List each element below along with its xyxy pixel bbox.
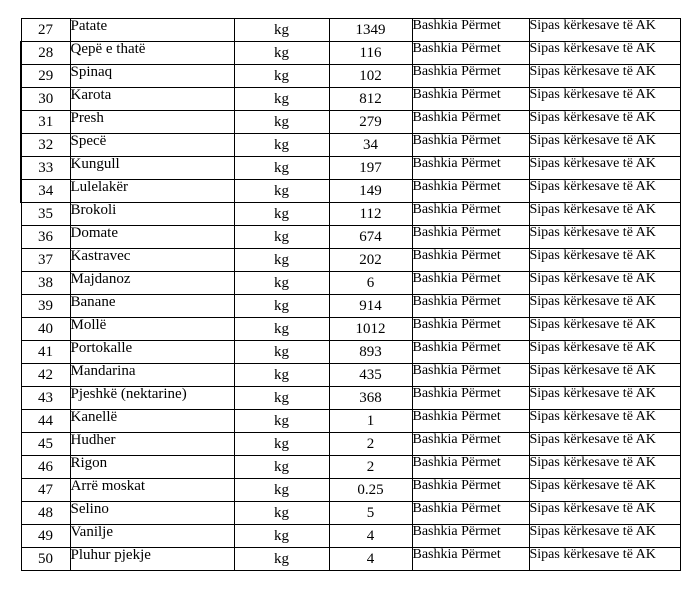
product-name-cell: Pluhur pjekje	[70, 548, 234, 571]
row-number-cell: 38	[21, 272, 70, 295]
institution-cell: Bashkia Përmet	[412, 318, 529, 341]
requirement-cell: Sipas kërkesave të AK	[529, 19, 680, 42]
product-table-body	[21, 19, 680, 571]
requirement-cell: Sipas kërkesave të AK	[529, 318, 680, 341]
quantity-cell: 368	[329, 387, 412, 410]
product-name-cell: Presh	[70, 111, 234, 134]
table-row	[21, 203, 680, 226]
table-row	[21, 410, 680, 433]
institution-cell: Bashkia Përmet	[412, 364, 529, 387]
row-number-cell: 50	[21, 548, 70, 571]
table-row	[21, 226, 680, 249]
quantity-cell: 197	[329, 157, 412, 180]
institution-cell: Bashkia Përmet	[412, 295, 529, 318]
document-table-container	[20, 18, 681, 571]
product-name-cell: Mollë	[70, 318, 234, 341]
product-name-cell: Arrë moskat	[70, 479, 234, 502]
product-name-cell: Karota	[70, 88, 234, 111]
table-row	[21, 295, 680, 318]
unit-cell: kg	[234, 341, 329, 364]
institution-cell: Bashkia Përmet	[412, 134, 529, 157]
row-number-cell: 47	[21, 479, 70, 502]
product-name-cell: Selino	[70, 502, 234, 525]
unit-cell: kg	[234, 295, 329, 318]
row-number-cell: 43	[21, 387, 70, 410]
row-number-cell: 36	[21, 226, 70, 249]
row-number-cell: 46	[21, 456, 70, 479]
row-number-cell: 45	[21, 433, 70, 456]
table-row	[21, 42, 680, 65]
row-number-cell: 35	[21, 203, 70, 226]
institution-cell: Bashkia Përmet	[412, 502, 529, 525]
institution-cell: Bashkia Përmet	[412, 387, 529, 410]
requirement-cell: Sipas kërkesave të AK	[529, 479, 680, 502]
product-name-cell: Mandarina	[70, 364, 234, 387]
unit-cell: kg	[234, 525, 329, 548]
unit-cell: kg	[234, 134, 329, 157]
product-name-cell: Vanilje	[70, 525, 234, 548]
product-name-cell: Brokoli	[70, 203, 234, 226]
quantity-cell: 435	[329, 364, 412, 387]
unit-cell: kg	[234, 226, 329, 249]
product-name-cell: Kanellë	[70, 410, 234, 433]
table-row	[21, 387, 680, 410]
institution-cell: Bashkia Përmet	[412, 65, 529, 88]
requirement-cell: Sipas kërkesave të AK	[529, 341, 680, 364]
table-row	[21, 249, 680, 272]
institution-cell: Bashkia Përmet	[412, 479, 529, 502]
unit-cell: kg	[234, 180, 329, 203]
quantity-cell: 112	[329, 203, 412, 226]
row-number-cell: 42	[21, 364, 70, 387]
quantity-cell: 34	[329, 134, 412, 157]
product-name-cell: Rigon	[70, 456, 234, 479]
row-number-cell: 44	[21, 410, 70, 433]
requirement-cell: Sipas kërkesave të AK	[529, 525, 680, 548]
institution-cell: Bashkia Përmet	[412, 456, 529, 479]
product-name-cell: Specë	[70, 134, 234, 157]
unit-cell: kg	[234, 456, 329, 479]
institution-cell: Bashkia Përmet	[412, 272, 529, 295]
requirement-cell: Sipas kërkesave të AK	[529, 456, 680, 479]
unit-cell: kg	[234, 42, 329, 65]
quantity-cell: 1349	[329, 19, 412, 42]
unit-cell: kg	[234, 364, 329, 387]
quantity-cell: 5	[329, 502, 412, 525]
table-row	[21, 134, 680, 157]
unit-cell: kg	[234, 479, 329, 502]
quantity-cell: 893	[329, 341, 412, 364]
unit-cell: kg	[234, 249, 329, 272]
unit-cell: kg	[234, 502, 329, 525]
product-name-cell: Kungull	[70, 157, 234, 180]
table-row	[21, 157, 680, 180]
quantity-cell: 4	[329, 525, 412, 548]
product-name-cell: Lulelakër	[70, 180, 234, 203]
row-number-cell: 48	[21, 502, 70, 525]
table-row	[21, 341, 680, 364]
unit-cell: kg	[234, 548, 329, 571]
product-name-cell: Qepë e thatë	[70, 42, 234, 65]
requirement-cell: Sipas kërkesave të AK	[529, 42, 680, 65]
row-number-cell: 28	[21, 42, 70, 65]
table-row	[21, 65, 680, 88]
requirement-cell: Sipas kërkesave të AK	[529, 203, 680, 226]
requirement-cell: Sipas kërkesave të AK	[529, 111, 680, 134]
requirement-cell: Sipas kërkesave të AK	[529, 502, 680, 525]
institution-cell: Bashkia Përmet	[412, 433, 529, 456]
product-name-cell: Pjeshkë (nektarine)	[70, 387, 234, 410]
product-name-cell: Portokalle	[70, 341, 234, 364]
institution-cell: Bashkia Përmet	[412, 410, 529, 433]
product-name-cell: Patate	[70, 19, 234, 42]
requirement-cell: Sipas kërkesave të AK	[529, 295, 680, 318]
unit-cell: kg	[234, 387, 329, 410]
quantity-cell: 914	[329, 295, 412, 318]
requirement-cell: Sipas kërkesave të AK	[529, 410, 680, 433]
quantity-cell: 149	[329, 180, 412, 203]
institution-cell: Bashkia Përmet	[412, 19, 529, 42]
unit-cell: kg	[234, 410, 329, 433]
quantity-cell: 1	[329, 410, 412, 433]
row-number-cell: 29	[21, 65, 70, 88]
table-row	[21, 318, 680, 341]
product-name-cell: Banane	[70, 295, 234, 318]
requirement-cell: Sipas kërkesave të AK	[529, 387, 680, 410]
quantity-cell: 674	[329, 226, 412, 249]
institution-cell: Bashkia Përmet	[412, 548, 529, 571]
institution-cell: Bashkia Përmet	[412, 249, 529, 272]
quantity-cell: 0.25	[329, 479, 412, 502]
row-number-cell: 31	[21, 111, 70, 134]
table-row	[21, 525, 680, 548]
unit-cell: kg	[234, 203, 329, 226]
requirement-cell: Sipas kërkesave të AK	[529, 180, 680, 203]
requirement-cell: Sipas kërkesave të AK	[529, 226, 680, 249]
table-row	[21, 502, 680, 525]
table-row	[21, 364, 680, 387]
unit-cell: kg	[234, 111, 329, 134]
row-number-cell: 27	[21, 19, 70, 42]
requirement-cell: Sipas kërkesave të AK	[529, 433, 680, 456]
table-row	[21, 456, 680, 479]
quantity-cell: 102	[329, 65, 412, 88]
table-row	[21, 548, 680, 571]
institution-cell: Bashkia Përmet	[412, 42, 529, 65]
quantity-cell: 1012	[329, 318, 412, 341]
unit-cell: kg	[234, 433, 329, 456]
unit-cell: kg	[234, 272, 329, 295]
quantity-cell: 202	[329, 249, 412, 272]
quantity-cell: 116	[329, 42, 412, 65]
product-name-cell: Domate	[70, 226, 234, 249]
product-name-cell: Kastravec	[70, 249, 234, 272]
row-number-cell: 32	[21, 134, 70, 157]
row-number-cell: 40	[21, 318, 70, 341]
row-number-cell: 33	[21, 157, 70, 180]
product-table	[20, 18, 681, 571]
table-row	[21, 479, 680, 502]
row-number-cell: 37	[21, 249, 70, 272]
quantity-cell: 6	[329, 272, 412, 295]
table-row	[21, 19, 680, 42]
requirement-cell: Sipas kërkesave të AK	[529, 157, 680, 180]
unit-cell: kg	[234, 318, 329, 341]
requirement-cell: Sipas kërkesave të AK	[529, 364, 680, 387]
table-row	[21, 111, 680, 134]
institution-cell: Bashkia Përmet	[412, 111, 529, 134]
table-row	[21, 433, 680, 456]
product-name-cell: Majdanoz	[70, 272, 234, 295]
institution-cell: Bashkia Përmet	[412, 203, 529, 226]
quantity-cell: 279	[329, 111, 412, 134]
table-row	[21, 88, 680, 111]
row-number-cell: 39	[21, 295, 70, 318]
row-number-cell: 41	[21, 341, 70, 364]
unit-cell: kg	[234, 19, 329, 42]
requirement-cell: Sipas kërkesave të AK	[529, 272, 680, 295]
table-row	[21, 180, 680, 203]
row-number-cell: 49	[21, 525, 70, 548]
unit-cell: kg	[234, 65, 329, 88]
requirement-cell: Sipas kërkesave të AK	[529, 249, 680, 272]
product-name-cell: Hudher	[70, 433, 234, 456]
unit-cell: kg	[234, 157, 329, 180]
quantity-cell: 4	[329, 548, 412, 571]
row-number-cell: 34	[21, 180, 70, 203]
requirement-cell: Sipas kërkesave të AK	[529, 548, 680, 571]
requirement-cell: Sipas kërkesave të AK	[529, 88, 680, 111]
quantity-cell: 2	[329, 433, 412, 456]
quantity-cell: 2	[329, 456, 412, 479]
row-number-cell: 30	[21, 88, 70, 111]
requirement-cell: Sipas kërkesave të AK	[529, 65, 680, 88]
institution-cell: Bashkia Përmet	[412, 525, 529, 548]
institution-cell: Bashkia Përmet	[412, 226, 529, 249]
institution-cell: Bashkia Përmet	[412, 180, 529, 203]
institution-cell: Bashkia Përmet	[412, 341, 529, 364]
institution-cell: Bashkia Përmet	[412, 88, 529, 111]
unit-cell: kg	[234, 88, 329, 111]
institution-cell: Bashkia Përmet	[412, 157, 529, 180]
quantity-cell: 812	[329, 88, 412, 111]
requirement-cell: Sipas kërkesave të AK	[529, 134, 680, 157]
product-name-cell: Spinaq	[70, 65, 234, 88]
table-row	[21, 272, 680, 295]
